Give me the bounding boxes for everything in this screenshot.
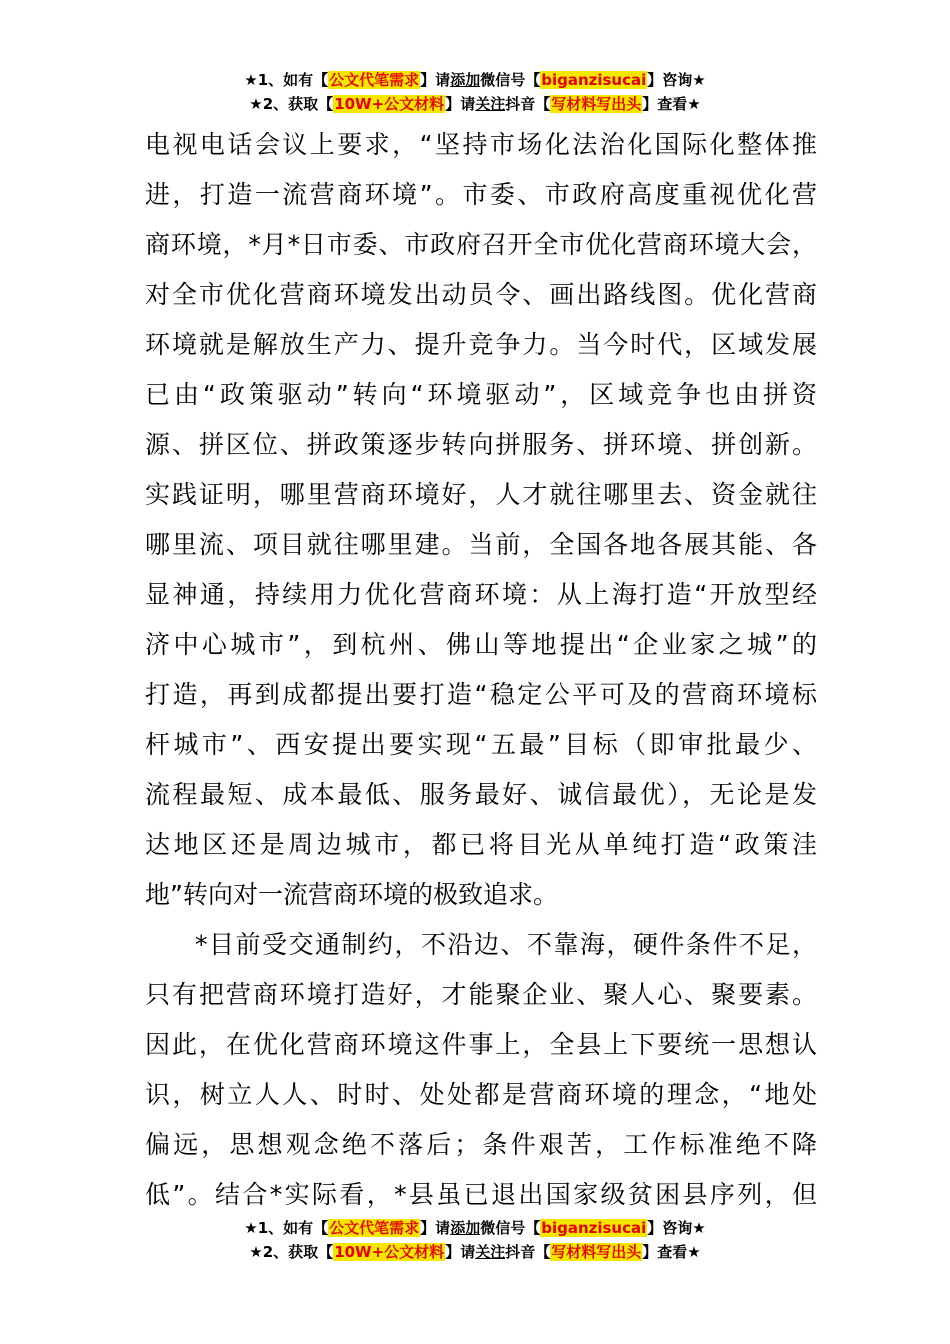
body-line: 商环境，*月*日市委、市政府召开全市优化营商环境大会，	[145, 230, 817, 259]
banner-line-1	[0, 1216, 950, 1240]
body-line: 已由“政策驱动”转向“环境驱动”，区域竞争也由拼资	[145, 380, 817, 409]
banner-text: 微信号【	[480, 1219, 541, 1237]
body-line: 地”转向对一流营商环境的极致追求。	[145, 880, 558, 909]
banner-text: 抖音【	[505, 95, 551, 113]
banner-highlight: 公文代笔需求	[329, 71, 420, 89]
body-line: 济中心城市”，到杭州、佛山等地提出“企业家之城”的	[145, 630, 817, 659]
banner-highlight: 写材料写出头	[551, 95, 642, 113]
banner-text: 】请	[445, 95, 476, 113]
banner-text: 】咨询★	[647, 71, 706, 89]
document-body	[145, 120, 817, 1220]
banner-text: 抖音【	[505, 1243, 551, 1261]
body-line: 源、拼区位、拼政策逐步转向拼服务、拼环境、拼创新。	[145, 430, 817, 459]
banner-highlight: 10W+公文材料	[334, 95, 445, 113]
body-line: 流程最短、成本最低、服务最好、诚信最优），无论是发	[145, 780, 817, 809]
body-line: 偏远，思想观念绝不落后；条件艰苦，工作标准绝不降	[145, 1130, 817, 1159]
banner-highlight: biganzisucai	[541, 1219, 647, 1237]
banner-text: 】请	[420, 71, 451, 89]
banner-highlight: biganzisucai	[541, 71, 647, 89]
banner-text: ★2、获取【	[249, 1243, 334, 1261]
banner-text: ★1、如有【	[244, 1219, 329, 1237]
header-banner	[0, 68, 950, 116]
body-line: 对全市优化营商环境发出动员令、画出路线图。优化营商	[145, 280, 817, 309]
banner-highlight: 公文代笔需求	[329, 1219, 420, 1237]
banner-text: 】查看★	[642, 1243, 701, 1261]
body-line: 显神通，持续用力优化营商环境：从上海打造“开放型经	[145, 580, 817, 609]
banner-text: 微信号【	[480, 71, 541, 89]
body-line: 达地区还是周边城市，都已将目光从单纯打造“政策洼	[145, 830, 817, 859]
body-line: 哪里流、项目就往哪里建。当前，全国各地各展其能、各	[145, 530, 817, 559]
footer-banner	[0, 1216, 950, 1264]
banner-underline: 添加	[450, 1219, 481, 1237]
banner-underline: 关注	[475, 95, 506, 113]
body-line: 杆城市”、西安提出要实现“五最”目标（即审批最少、	[145, 730, 817, 759]
banner-text: 】请	[445, 1243, 476, 1261]
banner-underline: 添加	[450, 71, 481, 89]
body-line: 进，打造一流营商环境”。市委、市政府高度重视优化营	[145, 180, 817, 209]
banner-highlight: 10W+公文材料	[334, 1243, 445, 1261]
body-line: *目前受交通制约，不沿边、不靠海，硬件条件不足，	[195, 930, 817, 959]
body-line: 电视电话会议上要求，“坚持市场化法治化国际化整体推	[145, 130, 817, 159]
body-line: 打造，再到成都提出要打造“稳定公平可及的营商环境标	[145, 680, 817, 709]
banner-text: ★2、获取【	[249, 95, 334, 113]
banner-text: 】请	[420, 1219, 451, 1237]
body-line: 实践证明，哪里营商环境好，人才就往哪里去、资金就往	[145, 480, 817, 509]
banner-line-2	[0, 1240, 950, 1264]
banner-text: 】咨询★	[647, 1219, 706, 1237]
body-line: 环境就是解放生产力、提升竞争力。当今时代，区域发展	[145, 330, 817, 359]
banner-text: ★1、如有【	[244, 71, 329, 89]
banner-text: 】查看★	[642, 95, 701, 113]
body-line: 低”。结合*实际看，*县虽已退出国家级贫困县序列，但	[145, 1180, 817, 1209]
body-line: 只有把营商环境打造好，才能聚企业、聚人心、聚要素。	[145, 980, 817, 1009]
banner-line-2	[0, 92, 950, 116]
banner-highlight: 写材料写出头	[551, 1243, 642, 1261]
body-line: 识，树立人人、时时、处处都是营商环境的理念，“地处	[145, 1080, 817, 1109]
banner-line-1	[0, 68, 950, 92]
body-line: 因此，在优化营商环境这件事上，全县上下要统一思想认	[145, 1030, 817, 1059]
banner-underline: 关注	[475, 1243, 506, 1261]
